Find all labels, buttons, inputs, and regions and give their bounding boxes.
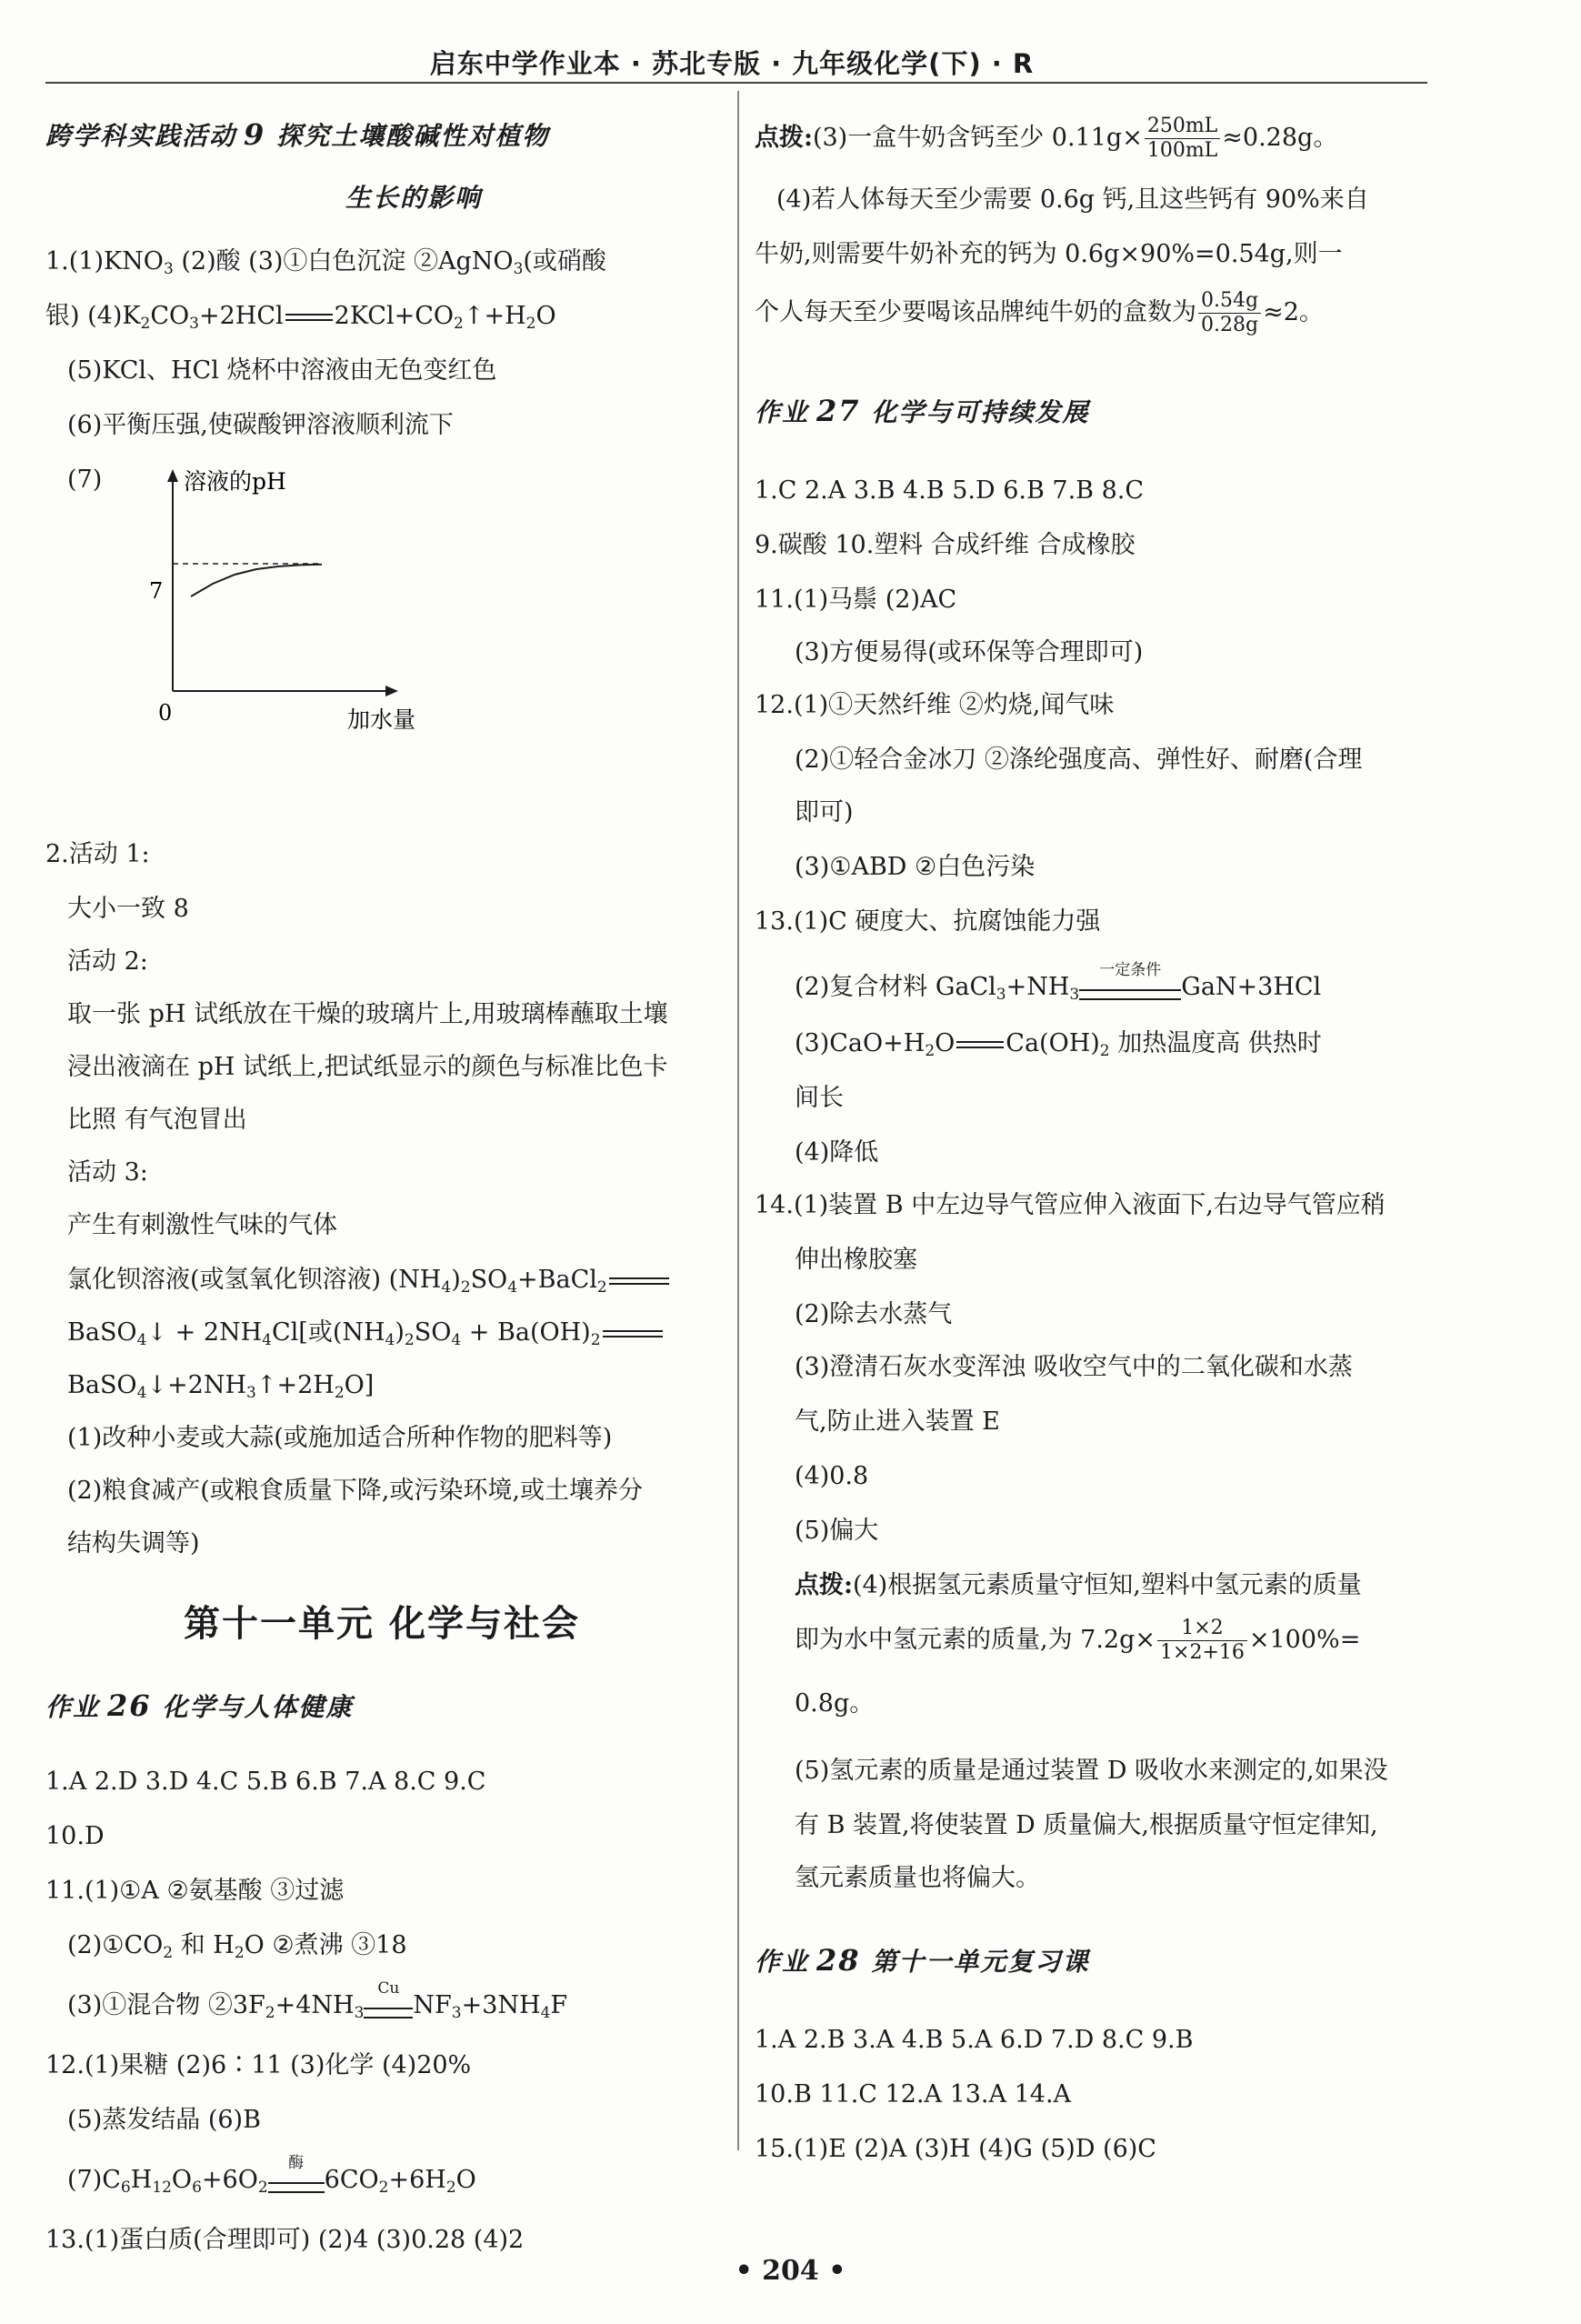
answer-line: 产生有刺激性气味的气体 — [67, 1211, 337, 1239]
answer-line: 间长 — [795, 1084, 844, 1112]
y-axis-label: 溶液的pH — [184, 468, 286, 495]
answer-line: (2)复合材料 $GaCl_3+NH_3$ 一定条件 GaN+3HCl — [795, 960, 1322, 1004]
answer-line: (5)氢元素的质量是通过装置 D 吸收水来测定的,如果没 — [795, 1757, 1388, 1785]
answer-line: 氢元素质量也将偏大。 — [795, 1864, 1040, 1892]
answer-line: 14.(1)装置 B 中左边导气管应伸入液面下,右边导气管应稍 — [755, 1191, 1386, 1219]
column-divider — [737, 91, 739, 2150]
answer-line: $BaSO_4↓+2NH_3↑+2H_2O$] — [67, 1371, 375, 1402]
answer-line: (5)偏大 — [795, 1517, 879, 1545]
answer-line: 结构失调等) — [67, 1529, 200, 1558]
answer-line: 10.B 11.C 12.A 13.A 14.A — [755, 2080, 1072, 2109]
answer-line: 大小一致 8 — [67, 895, 189, 923]
ph-chart — [109, 464, 455, 733]
answer-line: 13.(1)C 硬度大、抗腐蚀能力强 — [755, 907, 1101, 936]
answer-line: (4)0.8 — [795, 1462, 869, 1490]
answer-line: 11.(1)①A ②氨基酸 ③过滤 — [45, 1877, 345, 1905]
answer-line: $(7)C_6H_{12}O_6+6O_2$ 酶 $6CO_2+6H_2O$ — [67, 2153, 476, 2197]
answer-line: $(3)CaO+H_2O$ $Ca(OH)_2$ 加热温度高 供热时 — [795, 1029, 1322, 1060]
answer-line: 牛奶,则需要牛奶补充的钙为 0.6g×90%=0.54g,则一 — [755, 240, 1343, 268]
y-axis-arrow — [167, 469, 178, 482]
answer-line: $1.(1)KNO_3$ (2)酸 (3)①白色沉淀 ②AgNO$_3$(或硝酸 — [45, 247, 606, 278]
answer-line: 银) $(4)K_2CO_3+2HCl$ $2KCl+CO_2↑+H_2O$ — [45, 302, 556, 333]
answer-line: 比照 有气泡冒出 — [67, 1106, 247, 1134]
answer-line: 即可) — [795, 798, 854, 826]
x-axis-label: 加水量 — [347, 706, 416, 733]
hw27-heading: 作业 27 化学与可持续发展 — [755, 394, 1090, 428]
answer-line: 12.(1)①天然纤维 ②灼烧,闻气味 — [755, 691, 1115, 719]
answer-line: 0.8g。 — [795, 1689, 875, 1718]
answer-line: 1.A 2.B 3.A 4.B 5.A 6.D 7.D 8.C 9.B — [755, 2026, 1194, 2054]
answer-line: (5)KCl、HCl 烧杯中溶液由无色变红色 — [67, 356, 497, 385]
answer-line: (1)改种小麦或大蒜(或施加适合所种作物的肥料等) — [67, 1424, 613, 1452]
answer-line: 10.D — [45, 1822, 105, 1850]
answer-line: (2)①轻合金冰刀 ②涤纶强度高、弹性好、耐磨(合理 — [795, 746, 1363, 774]
header-rule — [45, 82, 1427, 84]
x-axis-arrow — [385, 686, 398, 696]
answer-line: 即为水中氢元素的质量,为 7.2g× $\frac{1\times 2}{1\times 2+16}$ ×100%= — [795, 1617, 1361, 1664]
running-header: 启东中学作业本 · 苏北专版 · 九年级化学(下) · R — [429, 48, 1035, 79]
activity-heading: 跨学科实践活动 9 探究土壤酸碱性对植物 — [45, 117, 550, 152]
hw28-heading: 作业 28 第十一单元复习课 — [755, 1943, 1090, 1978]
answer-line: 氯化钡溶液(或氢氧化钡溶液) $(NH_4)_2SO_4+BaCl_2$ — [67, 1262, 671, 1298]
answer-line: BaSO$_4$↓ + $2NH_4Cl$[或$(NH_4)_2SO_4 + Ba(OH)_2$ — [67, 1315, 665, 1351]
page-number: • 204 • — [735, 2255, 846, 2287]
answer-line: 1.C 2.A 3.B 4.B 5.D 6.B 7.B 8.C — [755, 476, 1144, 505]
hw26-heading: 作业 26 化学与人体健康 — [45, 1688, 354, 1723]
answer-line: 11.(1)马鬃 (2)AC — [755, 586, 957, 614]
answer-line: (3)①ABD ②白色污染 — [795, 853, 1036, 881]
answer-line: (4)若人体每天至少需要 0.6g 钙,且这些钙有 90%来自 — [776, 185, 1369, 214]
answer-line: 取一张 pH 试纸放在干燥的玻璃片上,用玻璃棒蘸取土壤 — [67, 1000, 668, 1028]
answer-line: 有 B 装置,将使装置 D 质量偏大,根据质量守恒定律知, — [795, 1811, 1378, 1839]
answer-line: 活动 2: — [67, 947, 148, 976]
answer-line: (6)平衡压强,使碳酸钾溶液顺利流下 — [67, 411, 454, 439]
answer-line: 气,防止进入装置 E — [795, 1407, 1000, 1436]
y-tick-label-7: 7 — [149, 578, 164, 604]
answer-line: (3)①混合物 $②3F_2+4NH_3$ Cu $NF_3+3NH_4F$ — [67, 1978, 568, 2022]
ph-curve-series — [191, 565, 322, 596]
answer-line: 9.碳酸 10.塑料 合成纤维 合成橡胶 — [755, 531, 1136, 559]
answer-line: (4)降低 — [795, 1138, 879, 1167]
answer-line: (5)蒸发结晶 (6)B — [67, 2106, 261, 2134]
activity-heading-line2: 生长的影响 — [345, 183, 483, 213]
answer-line: 2.活动 1: — [45, 840, 150, 868]
answer-line: 13.(1)蛋白质(合理即可) (2)4 (3)0.28 (4)2 — [45, 2226, 525, 2254]
answer-line: (3)澄清石灰水变浑浊 吸收空气中的二氧化碳和水蒸 — [795, 1353, 1353, 1381]
origin-label: 0 — [158, 700, 173, 726]
answer-line: $(2)①CO_2$ 和 $H_2O$ ②煮沸 ③18 — [67, 1931, 407, 1962]
answer-line: 1.A 2.D 3.D 4.C 5.B 6.B 7.A 8.C 9.C — [45, 1768, 486, 1796]
answer-line: (7) — [67, 466, 103, 494]
hint-line: 点拨:(4)根据氢元素质量守恒知,塑料中氢元素的质量 — [795, 1571, 1362, 1599]
answer-line: 伸出橡胶塞 — [795, 1246, 917, 1274]
answer-line: (2)除去水蒸气 — [795, 1300, 953, 1328]
answer-line: (3)方便易得(或环保等合理即可) — [795, 638, 1144, 666]
hint-line: 点拨:(3)一盒牛奶含钙至少 0.11g× $\frac{250mL}{100mL}$ ≈0.28g。 — [755, 115, 1338, 162]
answer-line: 12.(1)果糖 (2)6∶11 (3)化学 (4)20% — [45, 2051, 472, 2079]
answer-line: 15.(1)E (2)A (3)H (4)G (5)D (6)C — [755, 2135, 1156, 2163]
unit-title: 第十一单元 化学与社会 — [184, 1602, 580, 1645]
answer-line: 浸出液滴在 pH 试纸上,把试纸显示的颜色与标准比色卡 — [67, 1053, 668, 1081]
answer-line: 活动 3: — [67, 1158, 148, 1187]
answer-line: (2)粮食减产(或粮食质量下降,或污染环境,或土壤养分 — [67, 1477, 643, 1505]
answer-line: 个人每天至少要喝该品牌纯牛奶的盒数为 $\frac{0.54g}{0.28g}$ ≈2。 — [755, 289, 1324, 336]
